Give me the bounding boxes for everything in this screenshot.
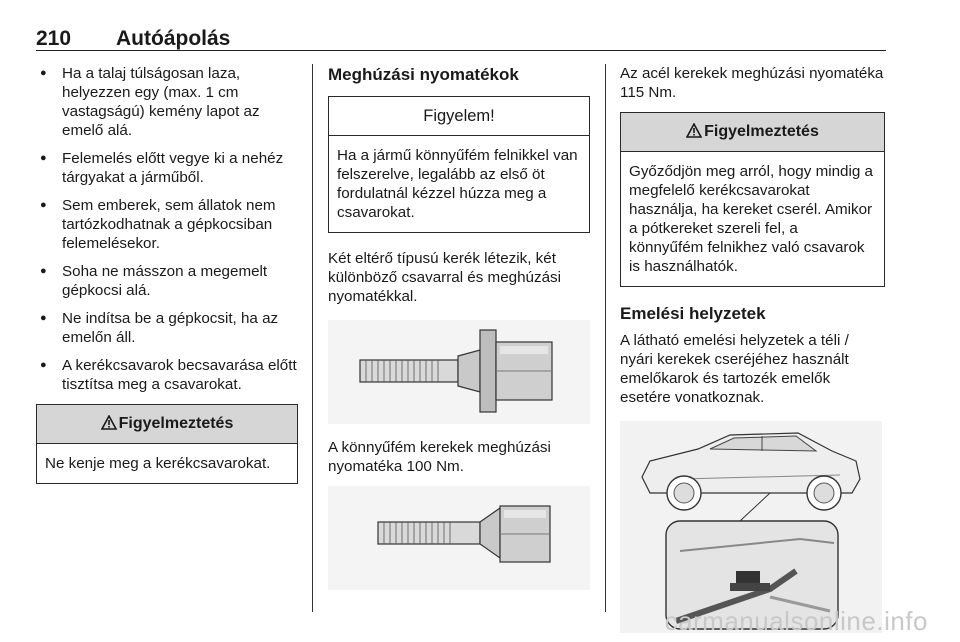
paragraph: Két eltérő típusú kerék létezik, két különböző csavarral és meghúzási nyomatékkal. <box>328 250 561 305</box>
column-3 <box>620 64 885 633</box>
column-divider <box>312 64 313 612</box>
section-heading: Emelési helyzetek <box>620 304 766 323</box>
warning-icon <box>686 123 702 138</box>
section-title: Autóápolás <box>116 27 231 50</box>
section-heading: Meghúzási nyomatékok <box>328 65 519 84</box>
steel-wheel-bolt-illustration <box>328 486 590 590</box>
paragraph: A könnyűfém kerekek meghúzási nyomatéka 100 Nm. <box>328 439 551 475</box>
warning-box <box>620 112 885 287</box>
list-item: ● Sem emberek, sem állatok nem tartózkodhatnak a gépkocsiban felemelésekor. <box>36 196 298 253</box>
list-item: ● Soha ne másszon a megemelt gépkocsi alá. <box>36 262 298 300</box>
lifting-points-illustration <box>620 421 882 633</box>
warning-box-title <box>621 113 884 152</box>
warning-icon <box>101 415 117 430</box>
list-item: ● Ha a talaj túlságosan laza, helyezzen egy (max. 1 cm vastagságú) kemény lapot az emelő alá. <box>36 64 298 140</box>
watermark: carmanualsonline.info <box>664 606 928 636</box>
page-header <box>36 20 886 51</box>
paragraph: Az acél kerekek meghúzási nyomatéka 115 Nm. <box>620 65 884 101</box>
column-1 <box>36 64 298 500</box>
warning-box-body: Győződjön meg arról, hogy mindig a megfelelő kerékcsavarokat használja, ha kereket cserél. Amikor a pótkereket szereli fel, a könnyűfém felnikhez való csavarok is használhatók. <box>629 163 873 275</box>
list-item: ● Ne indítsa be a gépkocsit, ha az emelőn áll. <box>36 309 298 347</box>
list-item: ● Felemelés előtt vegye ki a nehéz tárgyakat a járműből. <box>36 149 298 187</box>
warning-box-title <box>37 405 297 444</box>
column-2 <box>328 64 590 590</box>
warning-box <box>36 404 298 484</box>
caution-box-title: Figyelem! <box>329 97 589 136</box>
paragraph: A látható emelési helyzetek a téli / nyári kerekek cseréjéhez használt emelőkarok és tartozék emelők esetére vonatkoznak. <box>620 332 849 406</box>
bullet-list <box>36 64 298 394</box>
alloy-wheel-bolt-illustration <box>328 320 590 424</box>
caution-box <box>328 96 590 233</box>
list-item: ● A kerékcsavarok becsavarása előtt tisztítsa meg a csavarokat. <box>36 356 298 394</box>
warning-title-text: Figyelmeztetés <box>118 415 234 432</box>
column-divider <box>605 64 606 612</box>
page-number: 210 <box>36 27 72 50</box>
caution-box-body: Ha a jármű könnyűfém felnikkel van felszerelve, legalább az első öt fordulatnál kézzel húzza meg a csavarokat. <box>337 147 578 221</box>
warning-box-body: Ne kenje meg a kerékcsavarokat. <box>45 455 271 472</box>
warning-title-text: Figyelmeztetés <box>704 123 819 140</box>
